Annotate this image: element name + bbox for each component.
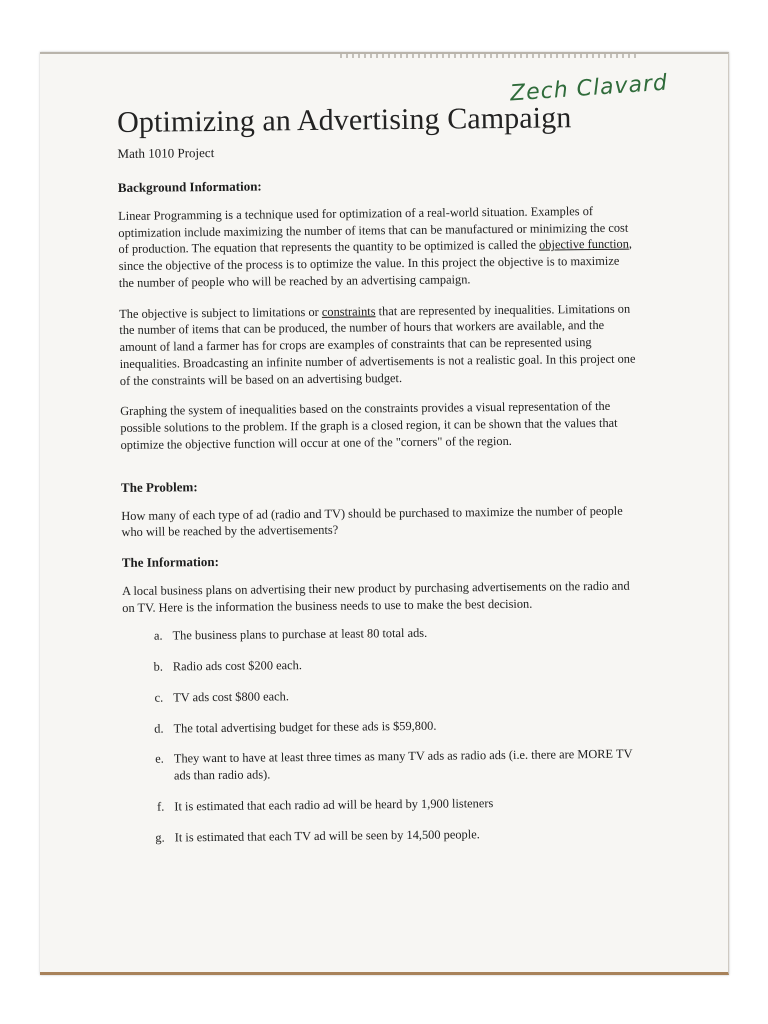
course-subtitle: Math 1010 Project bbox=[117, 144, 215, 161]
background-paragraph-3: Graphing the system of inequalities based on the constraints provides a visual representation of the possible solutions to the problem. If the graph is a closed region, it can be shown that the values that optimize the objective function will occur at one of the "corners" of the region. bbox=[120, 399, 618, 452]
list-item bbox=[124, 793, 640, 815]
list-item-text: Radio ads cost $200 each. bbox=[172, 658, 302, 674]
list-item bbox=[124, 746, 640, 785]
background-heading: Background Information: bbox=[117, 178, 262, 195]
list-marker: c. bbox=[154, 690, 164, 705]
list-item-text: The business plans to purchase at least 80 total ads. bbox=[172, 626, 428, 643]
list-marker: g. bbox=[155, 830, 165, 845]
list-item bbox=[125, 824, 641, 846]
handwritten-signature: Zech Clavard bbox=[509, 70, 669, 107]
list-item-text: They want to have at least three times as many TV ads as radio ads (i.e. there are MORE TV ads than radio ads). bbox=[173, 747, 633, 783]
list-item-text: The total advertising budget for these ads is $59,800. bbox=[173, 718, 437, 736]
list-marker: d. bbox=[154, 721, 164, 736]
list-item bbox=[123, 654, 639, 676]
information-intro: A local business plans on advertising their new product by purchasing advertisements on the radio and on TV. Here is the information the business needs to use to make the best decision. bbox=[122, 578, 630, 615]
document-page bbox=[40, 52, 729, 975]
list-marker: b. bbox=[153, 659, 163, 674]
scan-artifact bbox=[340, 52, 640, 58]
problem-text: How many of each type of ad (radio and TV) should be purchased to maximize the number of people who will be reached by the advertisements? bbox=[121, 503, 623, 540]
list-marker: a. bbox=[153, 629, 163, 644]
objective-function-term: objective function bbox=[538, 237, 629, 253]
list-item-text: It is estimated that each TV ad will be seen by 14,500 people. bbox=[174, 826, 480, 845]
list-item-text: TV ads cost $800 each. bbox=[173, 689, 289, 705]
list-marker: e. bbox=[155, 751, 164, 767]
document-body bbox=[117, 101, 641, 861]
constraints-term: constraints bbox=[321, 303, 376, 319]
list-item-text: It is estimated that each radio ad will be heard by 1,900 listeners bbox=[174, 795, 494, 814]
background-paragraph-1: Linear Programming is a technique used for optimization of a real-world situation. Examples of optimization include maximizing the number of items that can be manufactured or minimizing the cost of production. The equation that represents the quantity to be optimized is called the objective function, since the objective of the process is to optimize the value. In this project the objective is to maximize the number of people who will be reached by an advertising campaign. bbox=[118, 204, 633, 290]
information-heading: The Information: bbox=[121, 553, 219, 570]
background-paragraph-2: The objective is subject to limitations or constraints that are represented by inequalities. Limitations on the number of items that can be produced, the number of hours that workers are available, and the amount of land a farmer has for crops are examples of constraints that can be represented using inequalities. Broadcasting an infinite number of advertisements is not a realistic goal. In this project one of the constraints will be based on an advertising budget. bbox=[119, 301, 636, 388]
page-title: Optimizing an Advertising Campaign bbox=[117, 101, 572, 139]
list-item bbox=[123, 685, 639, 707]
list-marker: f. bbox=[157, 799, 165, 814]
problem-heading: The Problem: bbox=[120, 478, 198, 495]
list-item bbox=[123, 715, 639, 737]
list-item bbox=[122, 623, 638, 645]
information-list bbox=[122, 623, 640, 846]
